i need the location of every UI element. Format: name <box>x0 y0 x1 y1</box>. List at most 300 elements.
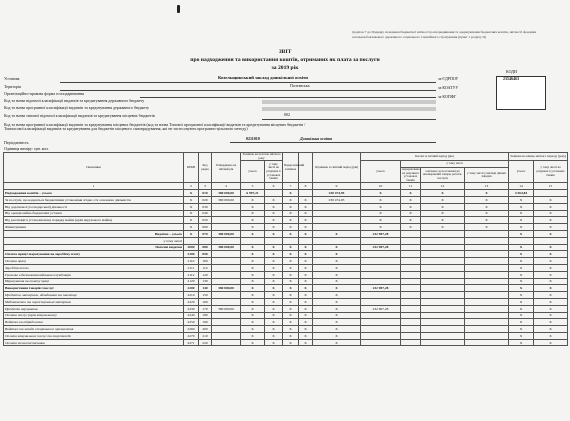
column-number: 7 <box>283 183 299 190</box>
table-cell: Х <box>534 224 568 231</box>
table-cell: Х <box>299 210 313 217</box>
table-cell: Х <box>534 319 568 326</box>
table-cell: Х <box>241 339 265 346</box>
table-cell: Х <box>184 217 199 224</box>
row-label: Медикаменти та перев'язувальні матеріали <box>4 298 184 305</box>
table-cell <box>265 237 283 244</box>
table-cell: 2230 <box>184 305 199 312</box>
table-cell: Х <box>509 217 534 224</box>
table-cell: Х <box>534 332 568 339</box>
table-cell: Х <box>534 244 568 251</box>
table-cell <box>465 305 509 312</box>
table-row <box>4 339 568 346</box>
table-cell: Х <box>184 224 199 231</box>
table-cell <box>313 237 361 244</box>
table-cell <box>212 251 241 258</box>
codes-label: КОДИ <box>506 69 517 74</box>
table-cell: Х <box>361 210 401 217</box>
table-cell <box>212 326 241 333</box>
table-cell: 090 <box>199 251 212 258</box>
table-cell: Х <box>184 210 199 217</box>
table-cell: Х <box>241 319 265 326</box>
column-number: 12 <box>421 183 465 190</box>
table-cell: Х <box>241 224 265 231</box>
table-cell <box>313 217 361 224</box>
column-number: 1 <box>4 183 184 190</box>
table-cell <box>361 326 401 333</box>
table-cell: Х <box>184 203 199 210</box>
table-cell: Х <box>283 258 299 265</box>
table-cell: 2270 <box>184 332 199 339</box>
table-cell <box>401 292 421 299</box>
table-row <box>4 258 568 265</box>
unit-label: Одиниця виміру: грн. коп. <box>4 146 49 151</box>
table-cell <box>401 332 421 339</box>
table-cell: 060 <box>199 224 212 231</box>
table-cell: 050 <box>199 217 212 224</box>
report-period: за 2019 рік <box>271 65 299 71</box>
table-cell: Х <box>401 224 421 231</box>
table-cell: 2111 <box>184 264 199 271</box>
table-cell: 2112 <box>184 271 199 278</box>
table-cell: Х <box>265 312 283 319</box>
table-cell: Х <box>265 203 283 210</box>
table-cell <box>421 251 465 258</box>
table-cell: Х <box>283 196 299 203</box>
table-row <box>4 305 568 312</box>
table-cell: Х <box>421 196 465 203</box>
table-cell: Х <box>241 203 265 210</box>
table-cell: Х <box>421 190 465 197</box>
table-cell: 040 <box>199 210 212 217</box>
table-row <box>4 196 568 203</box>
table-cell <box>465 244 509 251</box>
table-cell: Х <box>534 217 568 224</box>
table-cell: 110 <box>199 264 212 271</box>
table-cell <box>401 251 421 258</box>
row-label: Грошове забезпечення військовослужбовців <box>4 271 184 278</box>
row-label: у тому числі <box>4 237 184 244</box>
table-cell: Х <box>283 251 299 258</box>
table-row <box>4 210 568 217</box>
table-cell <box>534 237 568 244</box>
program-code-label: Код та назва програмної класифікації видатків та кредитування державного бюджету <box>4 105 149 110</box>
table-cell: 380 000,00 <box>212 190 241 197</box>
row-label: Оплата праці <box>4 258 184 265</box>
table-cell <box>465 312 509 319</box>
table-cell <box>212 312 241 319</box>
table-cell: Х <box>421 217 465 224</box>
table-cell: Х <box>534 230 568 237</box>
table-row <box>4 285 568 292</box>
table-cell: 2000 <box>184 244 199 251</box>
table-cell <box>465 230 509 237</box>
table-cell <box>401 298 421 305</box>
col-kekv: КЕКВ <box>184 153 199 183</box>
table-cell: Х <box>509 292 534 299</box>
table-cell: Х <box>465 224 509 231</box>
table-cell: Х <box>313 332 361 339</box>
table-cell: 020 <box>199 196 212 203</box>
table-cell <box>421 264 465 271</box>
table-cell: 2260 <box>184 326 199 333</box>
table-cell: Х <box>283 244 299 251</box>
table-body <box>4 190 568 346</box>
table-cell: 232 907,28 <box>361 305 401 312</box>
table-cell <box>421 339 465 346</box>
typical-code-value: 002 <box>284 112 290 117</box>
table-cell <box>265 190 283 197</box>
table-cell <box>421 230 465 237</box>
table-cell: Х <box>283 278 299 285</box>
table-cell: Х <box>313 230 361 237</box>
table-cell: Х <box>509 224 534 231</box>
column-number: 15 <box>534 183 568 190</box>
table-cell: Х <box>265 264 283 271</box>
table-cell: Х <box>299 326 313 333</box>
table-cell <box>465 258 509 265</box>
dept-code-label: Код та назва відомчої класифікації видатків та кредитування державного бюджету <box>4 98 145 103</box>
table-cell: Х <box>509 326 534 333</box>
table-cell: Х <box>421 203 465 210</box>
table-cell <box>401 264 421 271</box>
col-rem-start-total: усього <box>241 161 265 183</box>
table-cell: Х <box>509 251 534 258</box>
col-received-blank <box>299 153 313 183</box>
table-cell <box>212 278 241 285</box>
table-cell: Х <box>265 258 283 265</box>
table-cell: Х <box>299 251 313 258</box>
table-cell <box>401 319 421 326</box>
table-cell: 2271 <box>184 339 199 346</box>
col-rem-end-accounts: у тому числі на рахунках в установах банків <box>534 161 568 183</box>
table-cell: 2200 <box>184 285 199 292</box>
table-cell: Х <box>299 203 313 210</box>
table-cell <box>465 298 509 305</box>
table-cell: 6 997,21 <box>241 190 265 197</box>
table-cell: 100 <box>199 258 212 265</box>
table-cell: Х <box>534 285 568 292</box>
table-cell: Х <box>401 190 421 197</box>
table-cell: Х <box>283 312 299 319</box>
table-cell: Х <box>509 312 534 319</box>
table-cell: Х <box>283 292 299 299</box>
table-cell: Х <box>509 264 534 271</box>
table-cell <box>361 278 401 285</box>
row-label: Надходження коштів – усього <box>4 190 184 197</box>
typical-code-label: Код та назва типової відомчої класифікації видатків та кредитування місцевих бюджетів <box>4 113 155 118</box>
table-row <box>4 292 568 299</box>
table-cell <box>465 271 509 278</box>
table-cell: 2120 <box>184 278 199 285</box>
table-cell <box>421 237 465 244</box>
table-cell: Х <box>401 210 421 217</box>
table-cell: 2210 <box>184 292 199 299</box>
table-cell <box>509 237 534 244</box>
table-cell <box>212 264 241 271</box>
table-cell: Х <box>241 305 265 312</box>
table-cell: Х <box>313 278 361 285</box>
row-label: Оплата теплопостачання <box>4 339 184 346</box>
table-cell: Х <box>241 312 265 319</box>
table-cell <box>465 264 509 271</box>
table-row <box>4 251 568 258</box>
column-number: 4 <box>212 183 241 190</box>
table-cell <box>212 203 241 210</box>
table-cell: Х <box>299 292 313 299</box>
table-cell <box>401 305 421 312</box>
table-cell <box>465 237 509 244</box>
table-cell <box>421 258 465 265</box>
edrpou-label: за ЄДРПОУ <box>438 76 459 81</box>
table-cell: 232 907,28 <box>361 230 401 237</box>
table-cell <box>313 224 361 231</box>
table-cell <box>299 237 313 244</box>
table-cell: Х <box>265 278 283 285</box>
table-cell: Х <box>313 258 361 265</box>
table-cell <box>465 339 509 346</box>
table-cell: Х <box>265 305 283 312</box>
table-cell <box>465 326 509 333</box>
table-cell <box>421 326 465 333</box>
table-cell <box>401 271 421 278</box>
table-cell: Х <box>299 285 313 292</box>
table-cell: Х <box>283 326 299 333</box>
table-cell <box>421 292 465 299</box>
table-cell: Х <box>299 339 313 346</box>
table-cell: Х <box>299 244 313 251</box>
table-cell: Х <box>401 196 421 203</box>
table-cell: Х <box>283 264 299 271</box>
table-cell: Х <box>313 244 361 251</box>
table-cell <box>361 339 401 346</box>
table-cell <box>313 210 361 217</box>
table-cell: Х <box>509 285 534 292</box>
table-cell: 2240 <box>184 312 199 319</box>
table-cell: Х <box>299 217 313 224</box>
table-cell <box>299 190 313 197</box>
table-cell: Х <box>534 271 568 278</box>
program-local-name: Дошкільна освіта <box>300 136 333 141</box>
table-cell: 160 <box>199 298 212 305</box>
table-cell: Х <box>299 258 313 265</box>
table-cell: 180 <box>199 312 212 319</box>
row-label: За послуги, що надаються бюджетними установами згідно з їх основною діяльністю <box>4 196 184 203</box>
table-cell: Х <box>465 217 509 224</box>
table-cell: Х <box>299 305 313 312</box>
table-cell: Х <box>265 292 283 299</box>
table-cell: Х <box>299 230 313 237</box>
table-cell: Х <box>509 319 534 326</box>
table-cell: Х <box>299 271 313 278</box>
table-cell: Х <box>361 217 401 224</box>
table-cell: Х <box>265 271 283 278</box>
col-transferred: Перерахований залишок <box>283 153 299 183</box>
table-cell: Х <box>534 251 568 258</box>
table-cell: Х <box>241 264 265 271</box>
table-cell: Х <box>401 217 421 224</box>
table-cell: 120 <box>199 271 212 278</box>
table-cell: 230 474,95 <box>313 190 361 197</box>
table-cell: Х <box>534 326 568 333</box>
table-cell: Х <box>241 210 265 217</box>
col-indicators: Показники <box>4 153 184 183</box>
table-cell: Х <box>509 258 534 265</box>
table-cell <box>421 312 465 319</box>
table-cell: Х <box>534 298 568 305</box>
table-cell: Х <box>313 326 361 333</box>
table-cell: Х <box>283 319 299 326</box>
table-cell <box>401 258 421 265</box>
table-row <box>4 230 568 237</box>
table-cell: Х <box>313 264 361 271</box>
col-exec-accounts: перераховано на рахунки в установах банків <box>402 166 420 182</box>
table-cell <box>361 312 401 319</box>
table-cell: Х <box>534 203 568 210</box>
col-rem-end-total: усього <box>509 161 534 183</box>
table-cell: Х <box>299 278 313 285</box>
table-cell: Х <box>241 230 265 237</box>
table-cell: Х <box>534 339 568 346</box>
col-exec-noncash: оплачено за поставлені на незавершеній товари, роботи, послуги <box>421 167 465 182</box>
row-label: Заробітна плата <box>4 264 184 271</box>
table-cell: Х <box>465 203 509 210</box>
table-row <box>4 237 568 244</box>
table-cell: Х <box>283 230 299 237</box>
table-cell <box>401 244 421 251</box>
table-cell <box>401 230 421 237</box>
table-cell <box>212 217 241 224</box>
row-label: Від реалізації в установленому порядку майна (крім нерухомого майна) <box>4 217 184 224</box>
table-cell: 2220 <box>184 298 199 305</box>
table-cell: Х <box>283 339 299 346</box>
table-cell: Х <box>509 278 534 285</box>
table-cell: Х <box>265 230 283 237</box>
table-cell <box>421 285 465 292</box>
table-cell: Х <box>283 190 299 197</box>
periodicity-label: Періодичність <box>4 140 29 145</box>
table-cell: Х <box>265 298 283 305</box>
table-cell: Х <box>265 224 283 231</box>
table-cell <box>361 319 401 326</box>
row-label: Видатки та заходи спеціального призначення <box>4 326 184 333</box>
table-cell: 380 000,00 <box>212 230 241 237</box>
table-cell <box>361 332 401 339</box>
row-label: Використання товарів і послуг <box>4 285 184 292</box>
table-cell: 2110 <box>184 258 199 265</box>
table-cell: Х <box>283 285 299 292</box>
table-cell <box>421 271 465 278</box>
row-label: Продукти харчування <box>4 305 184 312</box>
table-cell <box>212 258 241 265</box>
table-cell: Х <box>534 210 568 217</box>
table-cell: Х <box>184 196 199 203</box>
table-cell <box>212 332 241 339</box>
dept-code-field <box>262 100 436 104</box>
col-exec-shown: у тому числі у вигляді цінних паперів <box>465 167 509 182</box>
table-cell: Х <box>283 224 299 231</box>
col-received: Отримано за звітний період (рік) <box>313 153 361 183</box>
table-cell: 200 <box>199 326 212 333</box>
table-cell: Х <box>361 224 401 231</box>
table-cell: 030 <box>199 203 212 210</box>
column-number: 14 <box>509 183 534 190</box>
table-cell: Х <box>534 305 568 312</box>
ink-mark <box>177 5 180 13</box>
table-cell: Х <box>465 196 509 203</box>
table-cell: Х <box>241 298 265 305</box>
institution-label: Установа <box>4 76 20 81</box>
table-cell: Х <box>509 196 534 203</box>
row-label: Предмети, матеріали, обладнання та інвентар <box>4 292 184 299</box>
table-cell: 080 <box>199 244 212 251</box>
table-cell <box>401 339 421 346</box>
territory-label: Територія <box>4 84 21 89</box>
column-number: 6 <box>265 183 283 190</box>
table-cell: Х <box>421 210 465 217</box>
table-cell: Х <box>534 264 568 271</box>
table-cell: Х <box>241 326 265 333</box>
table-row <box>4 271 568 278</box>
table-cell: Х <box>265 196 283 203</box>
col-exec-incl: у тому числі <box>401 161 509 168</box>
table-row <box>4 203 568 210</box>
table-cell <box>241 237 265 244</box>
table-row <box>4 332 568 339</box>
table-cell: 150 <box>199 292 212 299</box>
table-cell: Х <box>265 326 283 333</box>
table-cell: Х <box>241 278 265 285</box>
table-cell: 380 000,00 <box>212 244 241 251</box>
table-cell: Х <box>283 332 299 339</box>
table-cell <box>212 339 241 346</box>
col-rem-start-accounts: у тому числі на рахунках в установах банків <box>265 161 283 183</box>
table-cell: Х <box>509 203 534 210</box>
table-cell <box>421 332 465 339</box>
table-cell: 2100 <box>184 251 199 258</box>
table-cell: Х <box>299 298 313 305</box>
table-cell: Х <box>283 271 299 278</box>
table-row <box>4 217 568 224</box>
table-cell <box>212 210 241 217</box>
legal-form-label: Організаційно-правова форма господарювання <box>4 91 84 96</box>
table-cell: 220 <box>199 339 212 346</box>
table-cell: Х <box>509 230 534 237</box>
table-cell <box>421 298 465 305</box>
column-number: 5 <box>241 183 265 190</box>
col-rem-start: Залишок на початок звітного року <box>242 152 281 160</box>
row-label: Від оренди майна бюджетних установ <box>4 210 184 217</box>
table-cell: 210 <box>199 332 212 339</box>
table-cell: Х <box>184 230 199 237</box>
table-cell <box>361 258 401 265</box>
table-cell: Х <box>313 312 361 319</box>
table-row <box>4 326 568 333</box>
table-cell: Х <box>534 278 568 285</box>
column-number: 3 <box>199 183 212 190</box>
table-cell: Х <box>283 210 299 217</box>
column-number: 13 <box>465 183 509 190</box>
table-cell: Х <box>265 339 283 346</box>
table-cell: Х <box>265 319 283 326</box>
table-cell <box>465 278 509 285</box>
table-cell <box>361 271 401 278</box>
table-cell <box>184 237 199 244</box>
table-cell: Х <box>299 319 313 326</box>
table-cell: Х <box>241 271 265 278</box>
table-cell: Х <box>241 285 265 292</box>
table-cell <box>401 326 421 333</box>
